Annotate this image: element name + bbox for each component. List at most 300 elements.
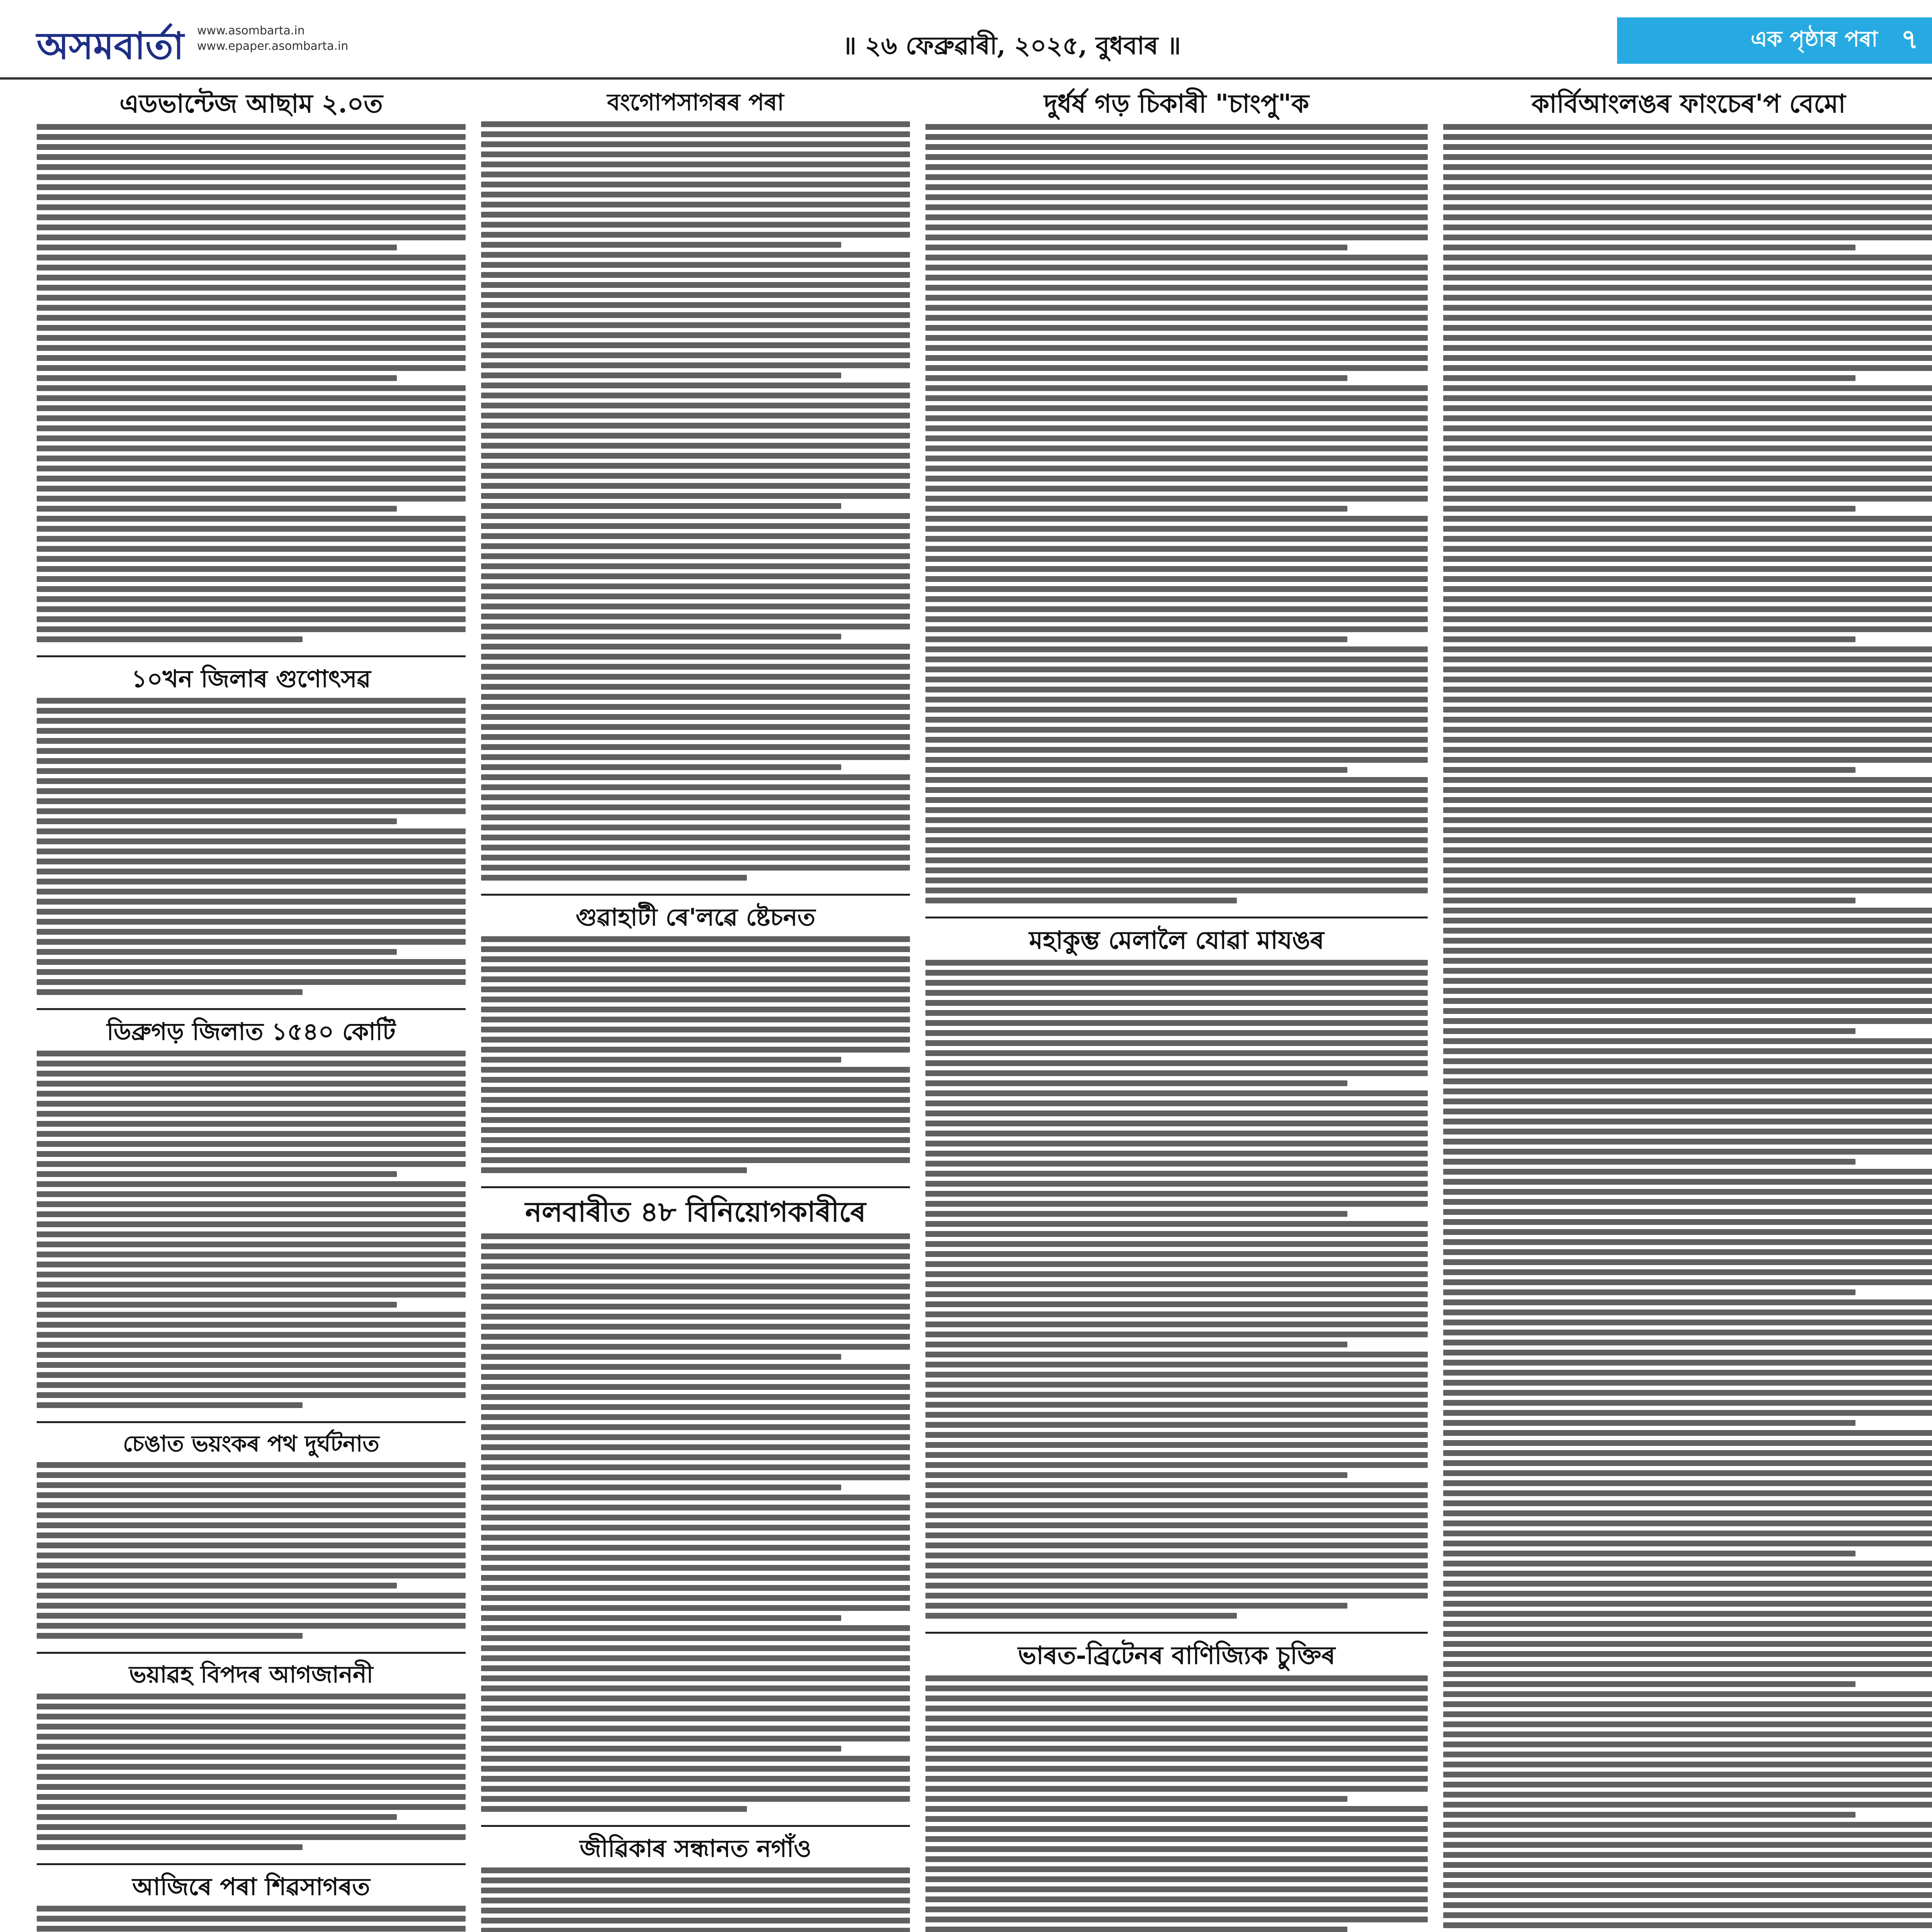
text-line (37, 909, 466, 915)
text-line (1443, 1631, 1932, 1637)
text-line (37, 1211, 466, 1217)
text-line (481, 1535, 910, 1541)
text-line (925, 1492, 1428, 1498)
text-line (1443, 827, 1932, 833)
text-line (1443, 747, 1932, 753)
text-line (37, 134, 466, 140)
text-line (481, 634, 841, 639)
text-line (37, 1704, 466, 1709)
text-line (925, 275, 1428, 281)
text-line (925, 677, 1428, 682)
text-line (925, 787, 1428, 793)
text-line (1443, 1289, 1855, 1295)
text-line (37, 818, 397, 824)
text-line (37, 1613, 466, 1619)
text-line (481, 162, 910, 167)
text-line (481, 332, 910, 338)
text-line (1443, 1681, 1855, 1687)
text-line (1443, 315, 1932, 321)
text-line (1443, 857, 1932, 863)
text-line (925, 1030, 1428, 1036)
headline: ডিব্ৰুগড় জিলাত ১৫৪০ কোটি (107, 1017, 396, 1046)
text-line (481, 573, 910, 579)
text-line (925, 1090, 1428, 1096)
text-line (1443, 757, 1932, 763)
text-line (925, 1826, 1428, 1832)
text-line (925, 1151, 1428, 1156)
text-line (481, 1766, 910, 1772)
text-line (37, 1633, 303, 1639)
text-line (1443, 1129, 1932, 1134)
text-line (925, 1050, 1428, 1056)
text-line (37, 566, 466, 572)
text-line (1443, 1189, 1932, 1195)
text-line (37, 174, 466, 180)
text-line (481, 1585, 910, 1591)
text-line (37, 1593, 466, 1599)
text-line (481, 342, 910, 348)
text-line (481, 403, 910, 408)
article (925, 1641, 1428, 1932)
text-line (1443, 1591, 1932, 1597)
text-line (925, 1573, 1428, 1578)
text-line (1443, 1661, 1932, 1667)
text-line (1443, 1782, 1932, 1787)
text-line (37, 1734, 466, 1740)
text-line (1443, 1450, 1932, 1456)
text-line (481, 1284, 910, 1289)
text-line (37, 1553, 466, 1558)
text-line (37, 768, 466, 774)
text-line (1443, 435, 1932, 441)
text-line (37, 496, 466, 502)
divider (481, 1825, 910, 1827)
text-line (37, 849, 466, 854)
text-line (1443, 245, 1855, 250)
text-line (481, 1918, 910, 1923)
text-line (925, 1321, 1428, 1327)
text-line (1443, 1299, 1932, 1305)
text-line (481, 1444, 910, 1450)
text-line (481, 1575, 910, 1581)
text-line (1443, 1701, 1932, 1707)
text-line (1443, 1912, 1932, 1918)
text-line (481, 1157, 910, 1163)
text-line (481, 172, 910, 177)
text-line (481, 553, 910, 559)
text-line (925, 1251, 1428, 1257)
text-line (481, 1806, 747, 1812)
text-line (481, 1057, 841, 1063)
text-line (925, 1261, 1428, 1267)
text-line (481, 1675, 910, 1681)
text-line (37, 1754, 466, 1760)
text-line (481, 986, 910, 992)
text-line (925, 1100, 1428, 1106)
headline: ভয়াৱহ বিপদৰ আগজাননী (129, 1661, 373, 1689)
text-line (481, 372, 841, 378)
text-line (1443, 1752, 1932, 1757)
text-line (37, 325, 466, 331)
text-line (1443, 898, 1855, 903)
text-line (481, 956, 910, 962)
text-line (925, 867, 1428, 873)
text-line (1443, 174, 1932, 180)
text-line (925, 1221, 1428, 1227)
text-line (481, 1167, 747, 1173)
headline: বংগোপসাগৰৰ পৰা (607, 89, 784, 116)
text-line (925, 1462, 1428, 1468)
text-line (481, 604, 910, 609)
text-line (1443, 1902, 1932, 1908)
divider (37, 1008, 466, 1010)
text-line (1443, 1269, 1932, 1275)
text-line (481, 1716, 910, 1721)
text-line (1443, 1249, 1932, 1255)
text-line (925, 807, 1428, 813)
text-line (37, 1512, 466, 1518)
text-line (481, 1665, 910, 1671)
text-line (481, 1555, 910, 1561)
text-line (925, 1806, 1428, 1812)
text-line (481, 302, 910, 308)
text-line (925, 315, 1428, 321)
dateline: ॥ ২৬ ফেব্ৰুৱাৰী, ২০২৫, বুধবাৰ ॥ (842, 31, 1181, 60)
text-line (37, 969, 466, 975)
text-line (1443, 466, 1932, 471)
text-line (481, 724, 910, 730)
text-line (481, 1485, 841, 1490)
text-line (1443, 235, 1932, 240)
text-line (37, 1141, 466, 1147)
text-line (481, 1294, 910, 1299)
text-line (481, 804, 910, 810)
text-line (481, 1027, 910, 1032)
text-line (925, 1352, 1428, 1357)
text-line (925, 1040, 1428, 1046)
text-line (37, 1151, 466, 1157)
text-line (925, 1271, 1428, 1277)
text-line (481, 292, 910, 298)
text-line (1443, 697, 1932, 702)
newspaper-logo: অসমবাৰ্তা (37, 24, 184, 68)
text-line (1443, 1711, 1932, 1717)
text-line (37, 798, 466, 804)
article (37, 1431, 466, 1639)
text-line (925, 265, 1428, 270)
text-line (37, 285, 466, 291)
headline: কাৰ্বিআংলঙৰ ফাংচেৰ'প বেমো (1531, 88, 1846, 119)
text-line (481, 1047, 910, 1053)
text-line (37, 1714, 466, 1719)
article-body (925, 124, 1428, 903)
text-line (1443, 1892, 1932, 1898)
text-line (481, 674, 910, 680)
text-line (37, 1322, 466, 1328)
text-line (925, 767, 1347, 773)
text-line (481, 503, 841, 509)
text-line (481, 1364, 910, 1370)
text-line (481, 1908, 910, 1913)
text-line (481, 533, 910, 539)
text-line (925, 656, 1428, 662)
text-line (481, 1314, 910, 1320)
text-line (37, 778, 466, 784)
text-line (925, 1675, 1428, 1681)
text-line (925, 1603, 1347, 1609)
text-line (1443, 1621, 1932, 1627)
text-line (925, 1716, 1428, 1721)
text-line (925, 1836, 1428, 1842)
text-line (925, 1896, 1428, 1902)
text-line (37, 879, 466, 884)
text-line (1443, 878, 1932, 883)
text-line (1443, 918, 1932, 923)
text-line (925, 1301, 1428, 1307)
text-line (481, 182, 910, 187)
text-line (1443, 727, 1932, 733)
text-line (481, 976, 910, 982)
text-line (925, 980, 1428, 986)
text-line (481, 1097, 910, 1103)
text-line (37, 1051, 466, 1056)
text-line (925, 1442, 1428, 1448)
text-line (925, 375, 1347, 381)
text-line (925, 486, 1428, 492)
text-line (1443, 204, 1932, 210)
text-line (925, 707, 1428, 713)
text-line (925, 817, 1428, 823)
text-line (481, 997, 910, 1002)
text-line (925, 556, 1428, 562)
text-line (925, 1181, 1428, 1187)
text-line (1443, 446, 1932, 451)
text-line (1443, 636, 1855, 642)
headline: চেঙাত ভয়ংকৰ পথ দুৰ্ঘটনাত (123, 1430, 379, 1457)
text-line (1443, 1068, 1932, 1074)
text-line (1443, 154, 1932, 160)
text-line (1443, 1239, 1932, 1245)
text-line (925, 1402, 1428, 1408)
text-line (37, 315, 466, 321)
text-line (925, 1917, 1428, 1922)
text-line (1443, 566, 1932, 572)
text-line (1443, 285, 1932, 291)
text-line (1443, 1219, 1932, 1225)
text-line (925, 204, 1428, 210)
text-line (925, 970, 1428, 976)
text-line (481, 794, 910, 800)
text-line (37, 728, 466, 734)
text-line (481, 1274, 910, 1279)
text-line (1443, 908, 1932, 913)
text-line (37, 265, 466, 270)
text-line (481, 1077, 910, 1083)
text-line (925, 626, 1428, 632)
text-line (1443, 335, 1932, 341)
text-line (481, 433, 910, 439)
text-line (37, 275, 466, 281)
text-line (925, 1392, 1428, 1398)
article (481, 1196, 910, 1812)
text-line (1443, 1229, 1932, 1235)
article (1443, 89, 1932, 1932)
headline: ভাৰত-ব্ৰিটেনৰ বাণিজ্যিক চুক্তিৰ (1018, 1641, 1335, 1670)
text-line (37, 616, 466, 622)
text-line (925, 1706, 1428, 1711)
divider (37, 1863, 466, 1865)
epaper-url[interactable]: www.epaper.asombarta.in (197, 39, 349, 53)
text-line (1443, 1691, 1932, 1697)
text-line (481, 1685, 910, 1691)
text-line (481, 1796, 910, 1802)
text-line (481, 624, 910, 629)
text-line (37, 929, 466, 935)
text-line (925, 1080, 1347, 1086)
text-line (481, 1605, 910, 1611)
text-line (37, 808, 466, 814)
text-line (37, 1804, 466, 1810)
text-line (481, 131, 910, 137)
website-url[interactable]: www.asombarta.in (197, 24, 305, 37)
text-line (37, 1312, 466, 1318)
text-line (481, 1424, 910, 1430)
text-line (1443, 144, 1932, 150)
text-line (925, 1161, 1428, 1167)
text-line (1443, 265, 1932, 270)
text-line (1443, 998, 1932, 1004)
text-line (925, 425, 1428, 431)
text-line (37, 1583, 397, 1588)
text-line (481, 393, 910, 398)
headline: মহাকুম্ভ মেলালৈ যোৱা মাযঙৰ (1029, 925, 1324, 955)
text-line (1443, 1882, 1932, 1888)
divider (925, 917, 1428, 918)
text-line (37, 586, 466, 592)
text-line (925, 1866, 1428, 1872)
article-body (37, 1051, 466, 1408)
text-line (37, 184, 466, 190)
text-line (1443, 1641, 1932, 1647)
text-line (1443, 646, 1932, 652)
text-line (1443, 1812, 1855, 1818)
text-line (481, 1495, 910, 1500)
text-line (925, 636, 1347, 642)
text-line (1443, 1008, 1932, 1014)
text-line (1443, 847, 1932, 853)
text-line (481, 1384, 910, 1390)
text-line (481, 141, 910, 147)
text-line (481, 1324, 910, 1330)
text-line (925, 566, 1428, 572)
text-line (481, 543, 910, 549)
text-line (481, 1037, 910, 1043)
text-line (925, 285, 1428, 291)
text-line (37, 1603, 466, 1609)
text-line (925, 687, 1428, 692)
text-line (1443, 1862, 1932, 1868)
text-line (37, 1462, 466, 1468)
text-line (481, 523, 910, 529)
text-line (925, 546, 1428, 552)
text-line (1443, 978, 1932, 984)
text-line (37, 164, 466, 170)
text-line (481, 1565, 910, 1571)
text-line (481, 1756, 910, 1762)
text-line (481, 513, 910, 519)
text-line (1443, 355, 1932, 361)
text-line (925, 335, 1428, 341)
text-line (37, 435, 466, 441)
text-line (1443, 667, 1932, 672)
text-line (481, 1635, 910, 1641)
text-line (37, 919, 466, 925)
text-line (481, 644, 910, 650)
headline: নলবাৰীত ৪৮ বিনিয়োগকাৰীৰে (525, 1195, 866, 1228)
text-line (37, 899, 466, 905)
text-line (925, 1502, 1428, 1508)
article-body (37, 124, 466, 642)
text-line (925, 717, 1428, 723)
text-line (925, 737, 1428, 743)
text-line (481, 1615, 841, 1621)
text-line (37, 758, 466, 764)
article-body (37, 1462, 466, 1639)
text-line (925, 1452, 1428, 1458)
article (481, 1835, 910, 1932)
text-line (925, 960, 1428, 966)
text-line (925, 878, 1428, 883)
text-line (925, 1281, 1428, 1287)
text-line (481, 664, 910, 670)
text-line (37, 949, 397, 955)
text-line (925, 154, 1428, 160)
text-line (925, 456, 1428, 461)
text-line (925, 1543, 1428, 1548)
text-line (925, 1472, 1347, 1478)
text-line (481, 1888, 910, 1893)
text-line (925, 516, 1428, 522)
text-line (481, 1404, 910, 1410)
text-line (925, 405, 1428, 411)
text-line (37, 596, 466, 602)
text-line (481, 815, 910, 820)
text-line (1443, 1500, 1932, 1506)
text-line (37, 1372, 466, 1378)
text-line (925, 1191, 1428, 1197)
text-line (37, 415, 466, 421)
text-line (925, 606, 1428, 612)
text-line (481, 1696, 910, 1701)
headline: জীৱিকাৰ সন্ধানত নগাঁও (580, 1834, 811, 1863)
text-line (37, 1392, 466, 1398)
text-line (37, 939, 466, 945)
text-line (481, 1655, 910, 1661)
text-line (925, 777, 1428, 783)
text-line (37, 1482, 466, 1488)
text-line (481, 1394, 910, 1400)
text-line (1443, 1490, 1932, 1496)
text-line (1443, 1259, 1932, 1265)
text-line (37, 486, 466, 492)
text-line (481, 714, 910, 720)
text-line (1443, 1792, 1932, 1798)
text-line (481, 1464, 910, 1470)
text-line (1443, 1109, 1932, 1114)
text-line (925, 1927, 1347, 1932)
text-line (37, 1844, 303, 1850)
text-line (37, 425, 466, 431)
